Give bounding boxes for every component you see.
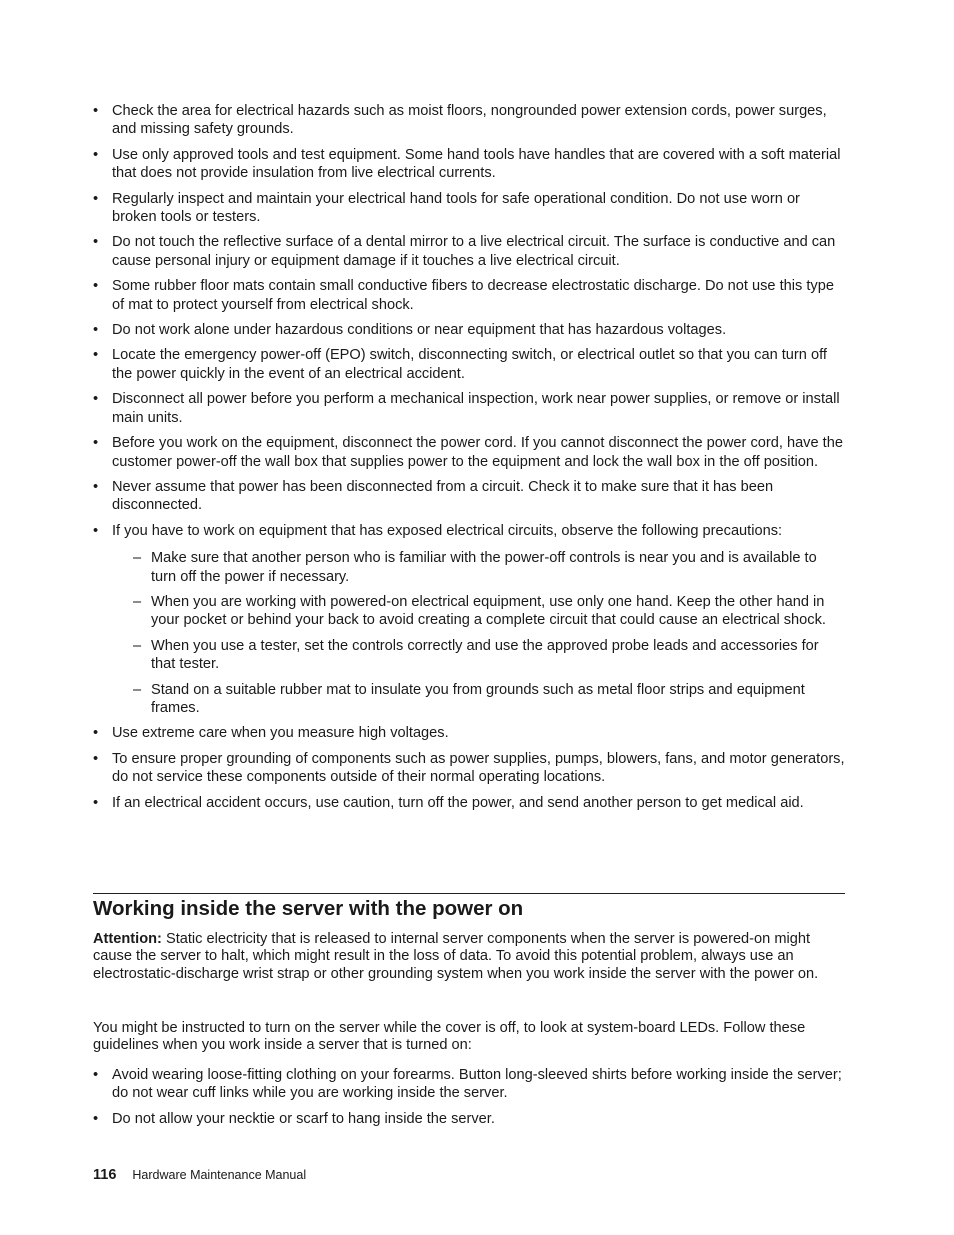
list-item-text: If an electrical accident occurs, use caution, turn off the power, and send another person to get medical aid. xyxy=(112,794,804,811)
list-item-text: Locate the emergency power-off (EPO) switch, disconnecting switch, or electrical outlet so that you can turn off the power quickly in the event of an electrical accident. xyxy=(112,347,827,382)
safety-bullet-list xyxy=(93,102,845,812)
list-item xyxy=(93,794,845,812)
list-item-text: Do not work alone under hazardous conditions or near equipment that has hazardous voltages. xyxy=(112,322,727,339)
bullet-mark: • xyxy=(93,750,99,767)
section-heading: Working inside the server with the power on xyxy=(93,897,524,920)
list-item xyxy=(93,522,845,718)
list-item xyxy=(93,321,845,339)
list-item-text: Disconnect all power before you perform a mechanical inspection, work near power supplies, or remove or install main units. xyxy=(112,391,840,426)
guidelines-list-container xyxy=(93,1066,845,1135)
list-item-text: To ensure proper grounding of components such as power supplies, pumps, blowers, fans, and motor generators, do not service these components outside of their normal operating locations. xyxy=(112,750,845,786)
attention-text: Static electricity that is released to internal server components when the server is powered-on might cause the server to halt, which might result in the loss of data. To avoid this potential problem, always use an electrostatic-discharge wrist strap or other grounding system when you work inside the server with the power on. xyxy=(93,931,819,982)
list-item xyxy=(93,190,845,227)
sublist-item-text: Stand on a suitable rubber mat to insulate you from grounds such as metal floor strips and equipment frames. xyxy=(151,681,805,716)
bullet-mark: • xyxy=(93,322,99,339)
dash-mark: – xyxy=(133,550,142,567)
list-item-text: Do not touch the reflective surface of a dental mirror to a live electrical circuit. The surface is conductive and can cause personal injury or equipment damage if it touches a live electrical circuit. xyxy=(112,234,836,269)
sublist-item xyxy=(112,549,845,586)
sublist-item-text: When you are working with powered-on electrical equipment, use only one hand. Keep the other hand in your pocket or behind your back to avoid creating a complete circuit that could cause an electrical shock. xyxy=(151,593,826,629)
bullet-mark: • xyxy=(93,190,99,207)
dash-mark: – xyxy=(133,681,142,698)
list-item-text: Regularly inspect and maintain your electrical hand tools for safe operational condition. Do not use worn or broken tools or testers. xyxy=(112,190,800,226)
sublist-item xyxy=(112,637,845,674)
list-item-text: Before you work on the equipment, disconnect the power cord. If you cannot disconnect the power cord, have the customer power-off the wall box that supplies power to the equipment and lock the wall box in the off position. xyxy=(112,435,843,470)
list-item-text: If you have to work on equipment that has exposed electrical circuits, observe the following precautions: xyxy=(112,522,783,539)
sublist-item xyxy=(112,681,845,718)
dash-mark: – xyxy=(133,637,142,654)
list-item xyxy=(93,1066,845,1103)
precautions-sublist xyxy=(112,549,845,717)
list-item xyxy=(93,277,845,314)
dash-mark: – xyxy=(133,593,142,610)
list-item-text: Do not allow your necktie or scarf to hang inside the server. xyxy=(112,1110,495,1127)
list-item xyxy=(93,390,845,427)
bullet-mark: • xyxy=(93,1110,99,1127)
list-item xyxy=(93,102,845,139)
list-item xyxy=(93,1110,845,1128)
list-item xyxy=(93,346,845,383)
list-item-text: Some rubber floor mats contain small conductive fibers to decrease electrostatic discharge. Do not use this type of mat to protect yourself from electrical shock. xyxy=(112,278,834,313)
bullet-mark: • xyxy=(93,146,99,163)
list-item xyxy=(93,750,845,787)
bullet-mark: • xyxy=(93,725,99,742)
sublist-item xyxy=(112,593,845,630)
list-item-text: Use extreme care when you measure high voltages. xyxy=(112,725,449,742)
bullet-mark: • xyxy=(93,391,99,408)
list-item xyxy=(93,146,845,183)
bullet-mark: • xyxy=(93,478,99,495)
section-divider xyxy=(93,893,845,894)
page-number: 116 xyxy=(93,1167,117,1183)
bullet-mark: • xyxy=(93,435,99,452)
document-title: Hardware Maintenance Manual xyxy=(132,1168,307,1182)
bullet-mark: • xyxy=(93,347,99,364)
bullet-mark: • xyxy=(93,103,99,119)
list-item xyxy=(93,724,845,742)
sublist-item-text: When you use a tester, set the controls correctly and use the approved probe leads and accessories for that tester. xyxy=(151,637,819,673)
list-item xyxy=(93,434,845,471)
guidelines-bullet-list xyxy=(93,1066,845,1128)
list-item-text: Check the area for electrical hazards such as moist floors, nongrounded power extension cords, power surges, and missing safety grounds. xyxy=(112,103,827,138)
list-item-text: Avoid wearing loose-fitting clothing on your forearms. Button long-sleeved shirts before working inside the server; do not wear cuff links while you are working inside the server. xyxy=(112,1067,842,1102)
intro-paragraph: You might be instructed to turn on the server while the cover is off, to look at system-board LEDs. Follow these guidelines when you work inside a server that is turned on: xyxy=(93,1020,806,1054)
attention-label: Attention: xyxy=(93,931,162,947)
bullet-mark: • xyxy=(93,522,99,539)
bullet-mark: • xyxy=(93,1067,99,1083)
list-item xyxy=(93,233,845,270)
sublist-item-text: Make sure that another person who is familiar with the power-off controls is near you and is available to turn off the power if necessary. xyxy=(151,550,817,585)
attention-paragraph xyxy=(93,931,845,983)
list-item-text: Never assume that power has been disconnected from a circuit. Check it to make sure that it has been disconnected. xyxy=(112,478,774,514)
bullet-mark: • xyxy=(93,278,99,295)
bullet-mark: • xyxy=(93,234,99,251)
bullet-mark: • xyxy=(93,794,99,811)
list-item xyxy=(93,478,845,515)
safety-list-container xyxy=(93,102,845,819)
page-footer xyxy=(93,1167,306,1183)
list-item-text: Use only approved tools and test equipment. Some hand tools have handles that are covered with a soft material that does not provide insulation from live electrical currents. xyxy=(112,146,841,182)
